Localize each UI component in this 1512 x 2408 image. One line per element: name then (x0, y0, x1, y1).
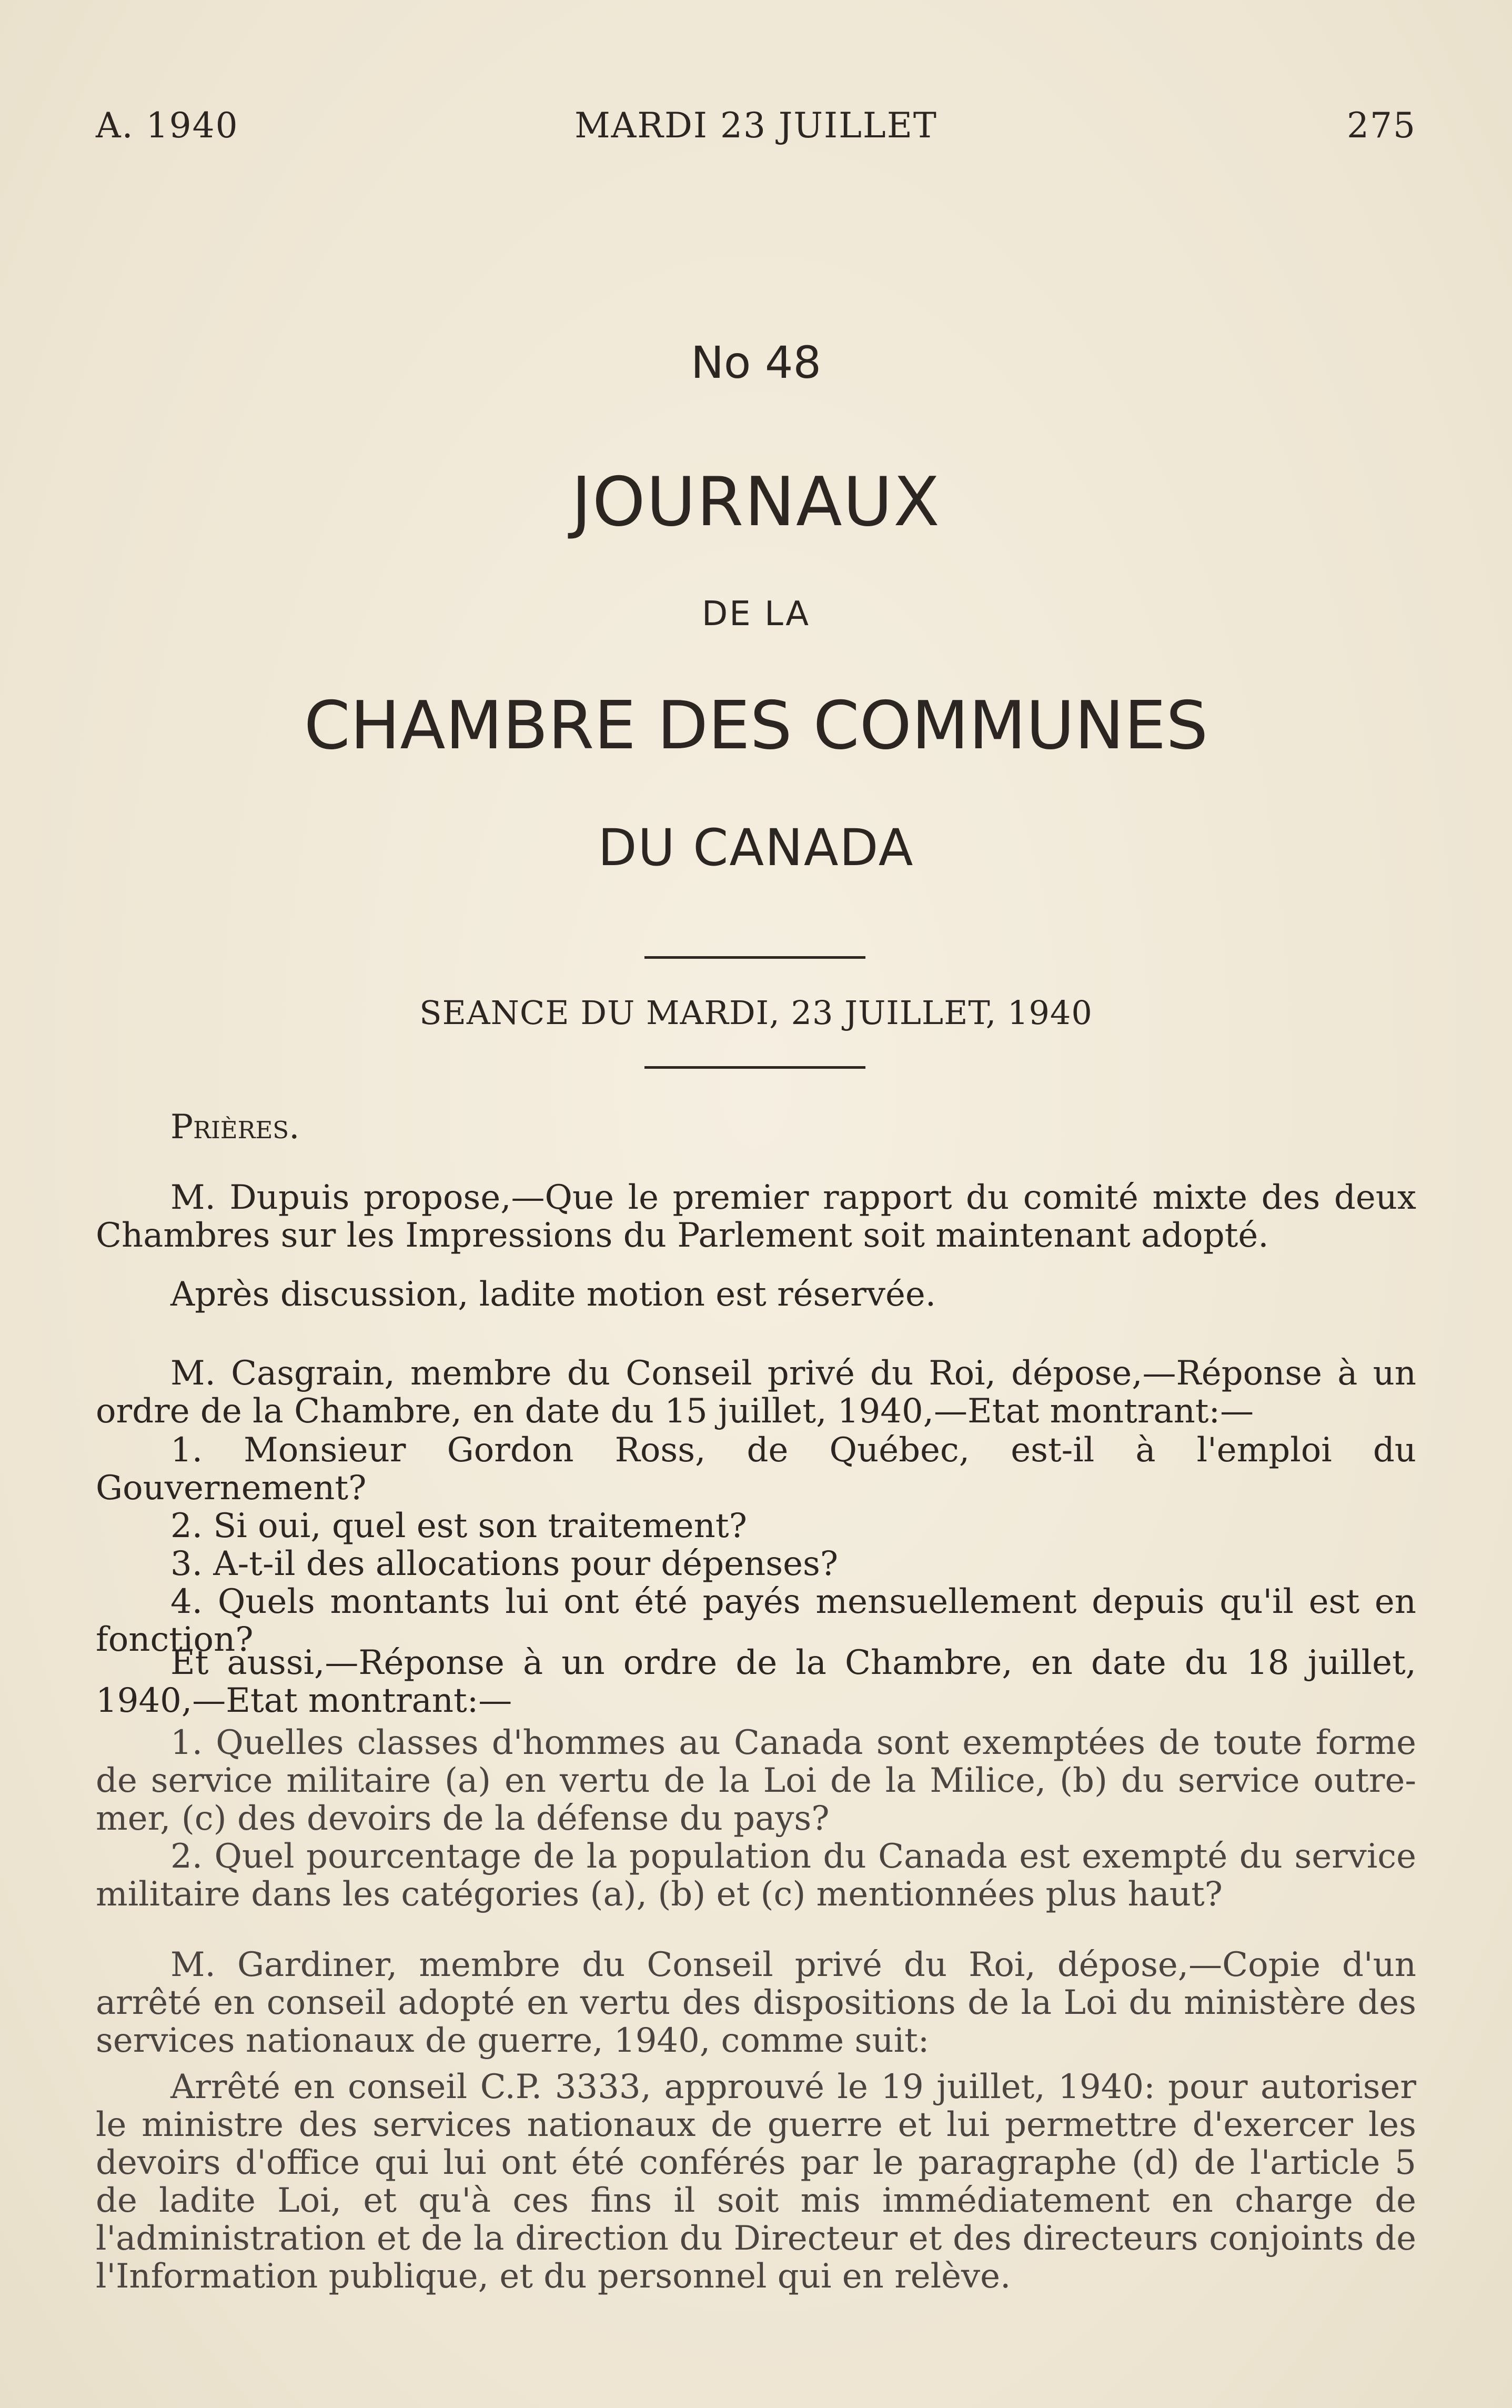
divider-top (644, 956, 865, 959)
deferral-paragraph (96, 1276, 1416, 1313)
chamber-name: CHAMBRE DES COMMUNES (304, 687, 1208, 764)
list-item: 2. Si oui, quel est son traitement? (170, 1507, 747, 1546)
list-item: 1. Monsieur Gordon Ross, de Québec, est-il à l'emploi du Gouvernement? (96, 1431, 1416, 1508)
casgrain-return: M. Casgrain, membre du Conseil privé du Roi, dépose,—Réponse à un ordre de la Chambre, en date du 15 juillet, 1940,—Etat montrant:— (96, 1354, 1416, 1431)
page-number: 275 (1347, 105, 1416, 146)
list-item: 4. Quels montants lui ont été payés mensuellement depuis qu'il est en fonction? (96, 1582, 1416, 1659)
journal-title: JOURNAUX (571, 463, 941, 541)
divider-bottom (644, 1066, 865, 1069)
page-date: MARDI 23 JUILLET (574, 105, 938, 146)
sitting-heading: SEANCE DU MARDI, 23 JUILLET, 1940 (419, 994, 1093, 1032)
gardiner-return: M. Gardiner, membre du Conseil privé du Roi, dépose,—Copie d'un arrêté en conseil adopté en vertu des dispositions de la Loi du ministère des services nationaux de guerre, 1940, comme suit: (96, 1945, 1416, 2060)
apres-discussion: Après discussion, ladite motion est réservée. (170, 1275, 936, 1314)
dupuis-motion: M. Dupuis propose,—Que le premier rapport du comité mixte des deux Chambres sur les Impressions du Parlement soit maintenant adopté. (96, 1178, 1416, 1255)
aussi-return: Et aussi,—Réponse à un ordre de la Chambre, en date du 18 juillet, 1940,—Etat montrant:— (96, 1643, 1416, 1720)
prayers-text: Prières. (170, 1108, 300, 1147)
prayers-heading (96, 1108, 1416, 1146)
title-connector: DE LA (702, 595, 810, 634)
aussi-paragraph (96, 1644, 1416, 1720)
aussi-questions (96, 1724, 1416, 1913)
list-item: 2. Quel pourcentage de la population du Canada est exempté du service militaire dans les catégories (a), (b) et (c) mentionnées plus haut? (96, 1837, 1416, 1914)
issue-number: No 48 (691, 337, 821, 388)
motion-paragraph (96, 1179, 1416, 1255)
casgrain-questions (96, 1431, 1416, 1659)
list-item: 3. A-t-il des allocations pour dépenses? (170, 1544, 839, 1583)
casgrain-paragraph (96, 1354, 1416, 1430)
session-year: A. 1940 (96, 105, 239, 146)
order-in-council-text: Arrêté en conseil C.P. 3333, approuvé le 19 juillet, 1940: pour autoriser le ministre des services nationaux de guerre et lui permettre d'exercer les devoirs d'office qui lui ont été conférés par le paragraphe (d) de l'article 5 de ladite Loi, et qu'à ces fins il soit mis immédiatement en charge de l'administration et de la direction du Directeur et des directeurs conjoints de l'Information publique, et du personnel qui en relève. (96, 2068, 1416, 2296)
order-in-council-paragraph (96, 2068, 1416, 2295)
gardiner-paragraph (96, 1946, 1416, 2060)
running-head (96, 105, 1416, 147)
list-item: 1. Quelles classes d'hommes au Canada sont exemptées de toute forme de service militaire (a) en vertu de la Loi de la Milice, (b) du service outre-mer, (c) des devoirs de la défense du pays? (96, 1723, 1416, 1838)
country-name: DU CANADA (598, 818, 914, 877)
